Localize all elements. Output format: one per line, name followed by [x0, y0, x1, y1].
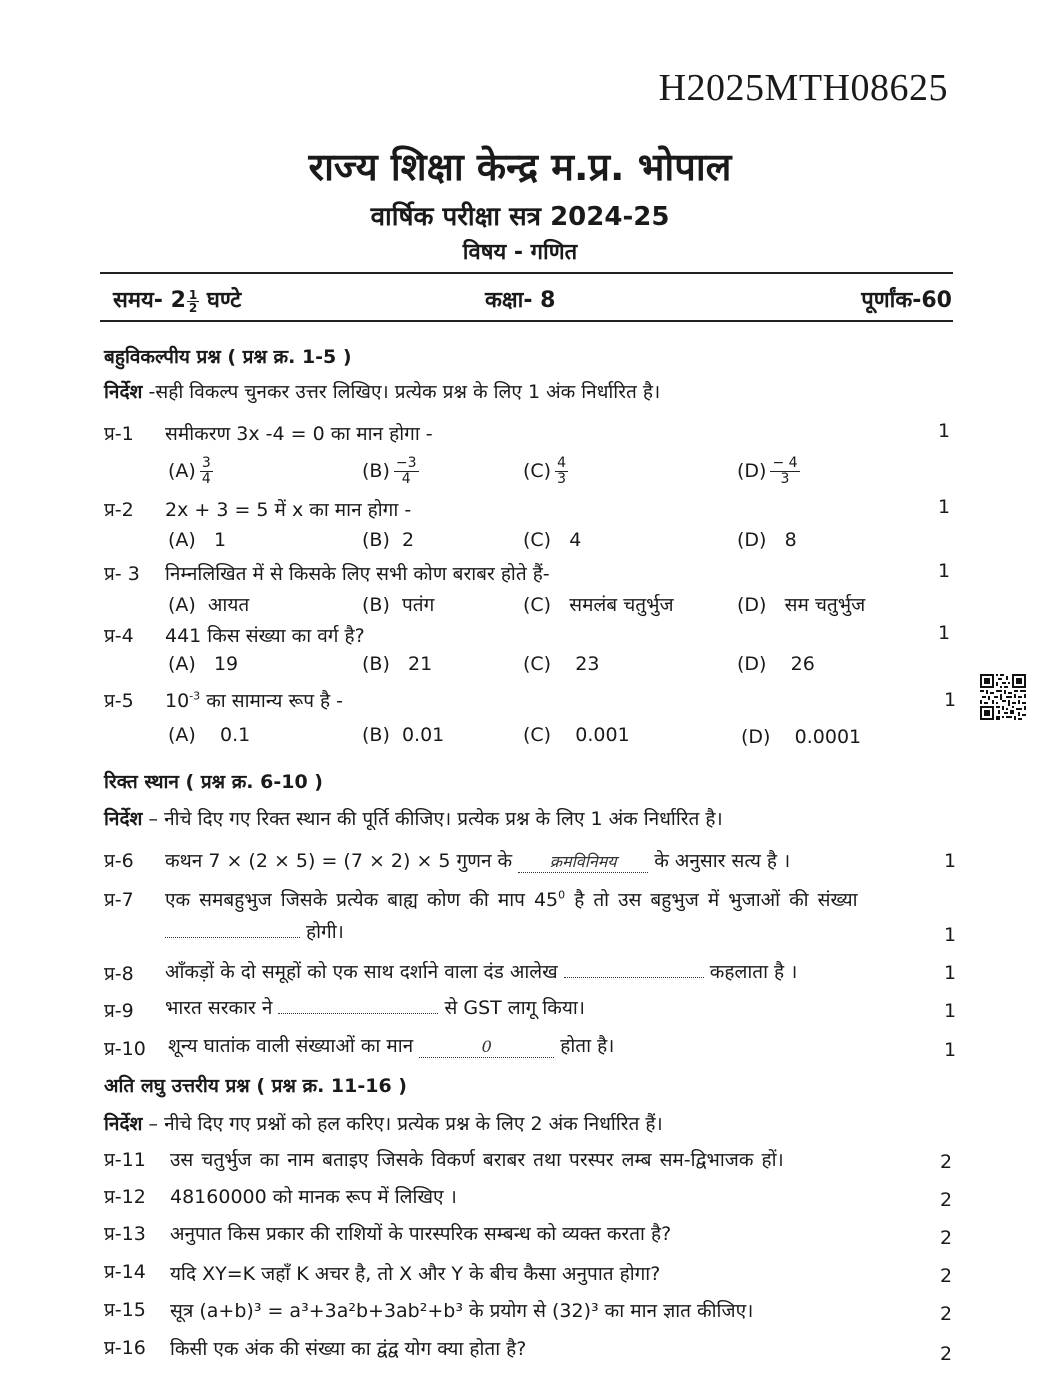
- question-number: प्र-9: [104, 1000, 134, 1022]
- question-text: शून्य घातांक वाली संख्याओं का मान 0 होता है।: [168, 1035, 615, 1057]
- question-text: समीकरण 3x -4 = 0 का मान होगा -: [165, 423, 433, 445]
- question-marks: 1: [944, 850, 957, 872]
- question-marks: 2: [940, 1151, 953, 1173]
- option-c: (C) 0.001: [523, 724, 630, 746]
- section-short-directions: [104, 1110, 663, 1136]
- question-number: प्र-5: [104, 690, 134, 712]
- section-short-title: अति लघु उत्तरीय प्रश्न ( प्रश्न क्र. 11-16 ): [104, 1075, 407, 1097]
- question-text: 441 किस संख्या का वर्ग है?: [165, 625, 365, 647]
- time-frac-denominator: 2: [188, 300, 198, 315]
- option-d: (D) सम चतुर्भुज: [737, 594, 866, 616]
- question-marks: 2: [940, 1189, 953, 1211]
- question-marks: 1: [944, 689, 957, 711]
- question-number: प्र-6: [104, 850, 134, 872]
- question-text: एक समबहुभुज जिसके प्रत्येक बाह्य कोण की माप $45^0$ है तो उस बहुभुज में भुजाओं की संख्या: [165, 888, 858, 911]
- question-number: प्र-13: [104, 1223, 146, 1245]
- section-mcq-title: बहुविकल्पीय प्रश्न ( प्रश्न क्र. 1-5 ): [104, 346, 352, 368]
- option-a: (A) 1: [168, 529, 227, 551]
- question-number: प्र-14: [104, 1261, 146, 1283]
- subject-title: विषय - गणित: [462, 240, 578, 265]
- question-number: प्र-11: [104, 1149, 146, 1171]
- max-marks: पूर्णांक-60: [861, 288, 952, 313]
- question-marks: 2: [940, 1265, 953, 1287]
- section-mcq-directions: [104, 378, 660, 404]
- option-c: (C) समलंब चतुर्भुज: [523, 594, 674, 616]
- question-text: किसी एक अंक की संख्या का द्वंद्व योग क्या होता है?: [170, 1338, 527, 1360]
- time-frac-numerator: 1: [188, 287, 198, 302]
- organization-title: राज्य शिक्षा केन्द्र म.प्र. भोपाल: [308, 145, 732, 189]
- question-text: उस चतुर्भुज का नाम बताइए जिसके विकर्ण बराबर तथा परस्पर लम्ब सम-द्विभाजक हों।: [170, 1149, 784, 1171]
- question-text: आँकड़ों के दो समूहों को एक साथ दर्शाने वाला दंड आलेख कहलाता है ।: [165, 961, 798, 983]
- option-a: (A) आयत: [168, 594, 250, 616]
- question-marks: 1: [938, 622, 951, 644]
- option-b: (B) 0.01: [362, 724, 445, 746]
- option-b: (B) 2: [362, 529, 415, 551]
- directions-text: -सही विकल्प चुनकर उत्तर लिखिए। प्रत्येक प्रश्न के लिए 1 अंक निर्धारित है।: [142, 381, 661, 403]
- directions-text: – नीचे दिए गए प्रश्नों को हल करिए। प्रत्येक प्रश्न के लिए 2 अंक निर्धारित हैं।: [142, 1113, 663, 1135]
- option-d: (D) 26: [737, 653, 815, 675]
- question-text: यदि XY=K जहाँ K अचर है, तो X और Y के बीच कैसा अनुपात होगा?: [170, 1263, 661, 1285]
- question-marks: 1: [938, 496, 951, 518]
- question-text: भारत सरकार ने से GST लागू किया।: [165, 997, 586, 1019]
- option-d: (D) 8: [737, 529, 797, 551]
- qr-code-icon: [980, 674, 1026, 720]
- class-info: कक्षा- 8: [485, 288, 556, 313]
- question-number: प्र-15: [104, 1299, 146, 1321]
- question-marks: 1: [944, 1000, 957, 1022]
- question-number: प्र-10: [104, 1038, 146, 1060]
- question-marks: 2: [940, 1343, 953, 1365]
- time-info: [113, 284, 241, 314]
- directions-text: – नीचे दिए गए रिक्त स्थान की पूर्ति कीजिए। प्रत्येक प्रश्न के लिए 1 अंक निर्धारित है।: [142, 808, 723, 830]
- section-fill-title: रिक्त स्थान ( प्रश्न क्र. 6-10 ): [104, 771, 323, 793]
- question-marks: 1: [938, 560, 951, 582]
- question-number: प्र-1: [104, 423, 134, 445]
- option-c: (C) 23: [523, 653, 600, 675]
- question-marks: 1: [944, 1039, 957, 1061]
- question-number: प्र- 3: [104, 563, 140, 585]
- directions-label: निर्देश: [104, 381, 143, 403]
- question-marks: 1: [938, 420, 951, 442]
- option-c: (C) 4: [523, 529, 582, 551]
- question-number: प्र-8: [104, 963, 134, 985]
- time-label: समय- 2: [113, 288, 186, 313]
- option-a: (A) 19: [168, 653, 239, 675]
- question-text: $10^{-3}$ का सामान्य रूप है -: [165, 689, 344, 712]
- question-marks: 2: [940, 1227, 953, 1249]
- option-b: (B) 21: [362, 653, 433, 675]
- question-text: 2x + 3 = 5 में x का मान होगा -: [165, 499, 412, 521]
- handwritten-answer: क्रमविनिमय: [549, 852, 617, 871]
- directions-label: निर्देश: [104, 808, 143, 830]
- handwritten-answer: 0: [481, 1037, 492, 1056]
- question-text: अनुपात किस प्रकार की राशियों के पारस्परिक सम्बन्ध को व्यक्त करता है?: [170, 1223, 672, 1245]
- exam-title: वार्षिक परीक्षा सत्र 2024-25: [370, 202, 670, 232]
- question-number: प्र-4: [104, 625, 134, 647]
- question-text: सूत्र (a+b)³ = a³+3a²b+3ab²+b³ के प्रयोग से (32)³ का मान ज्ञात कीजिए।: [170, 1300, 754, 1322]
- question-text-line2: होगी।: [165, 918, 344, 944]
- question-marks: 1: [944, 924, 957, 946]
- option-d: (D) 0.0001: [741, 726, 862, 748]
- option-a: (A) $\frac{3}{4}$: [168, 455, 211, 487]
- option-b: (B) पतंग: [362, 594, 435, 616]
- time-unit: घण्टे: [206, 288, 242, 313]
- header-bottom-rule: [100, 320, 953, 322]
- question-number: प्र-7: [104, 889, 134, 911]
- question-number: प्र-16: [104, 1337, 146, 1359]
- header-top-rule: [100, 272, 953, 274]
- paper-code: H2025MTH08625: [658, 67, 948, 109]
- question-marks: 1: [944, 962, 957, 984]
- section-fill-directions: [104, 805, 723, 831]
- option-d: (D) $\frac{- 4}{3}$: [737, 455, 798, 487]
- option-c: (C) $\frac{4}{3}$: [523, 455, 567, 487]
- question-text: 48160000 को मानक रूप में लिखिए ।: [170, 1186, 457, 1208]
- question-marks: 2: [940, 1303, 953, 1325]
- directions-label: निर्देश: [104, 1113, 143, 1135]
- question-text: कथन 7 × (2 × 5) = (7 × 2) × 5 गुणन के क्रमविनिमय के अनुसार सत्य है ।: [165, 850, 791, 872]
- option-a: (A) 0.1: [168, 724, 251, 746]
- question-number: प्र-2: [104, 499, 134, 521]
- question-number: प्र-12: [104, 1186, 146, 1208]
- question-text: निम्नलिखित में से किसके लिए सभी कोण बराबर होते हैं-: [165, 563, 550, 585]
- option-b: (B) $\frac{-3}{4}$: [362, 455, 417, 487]
